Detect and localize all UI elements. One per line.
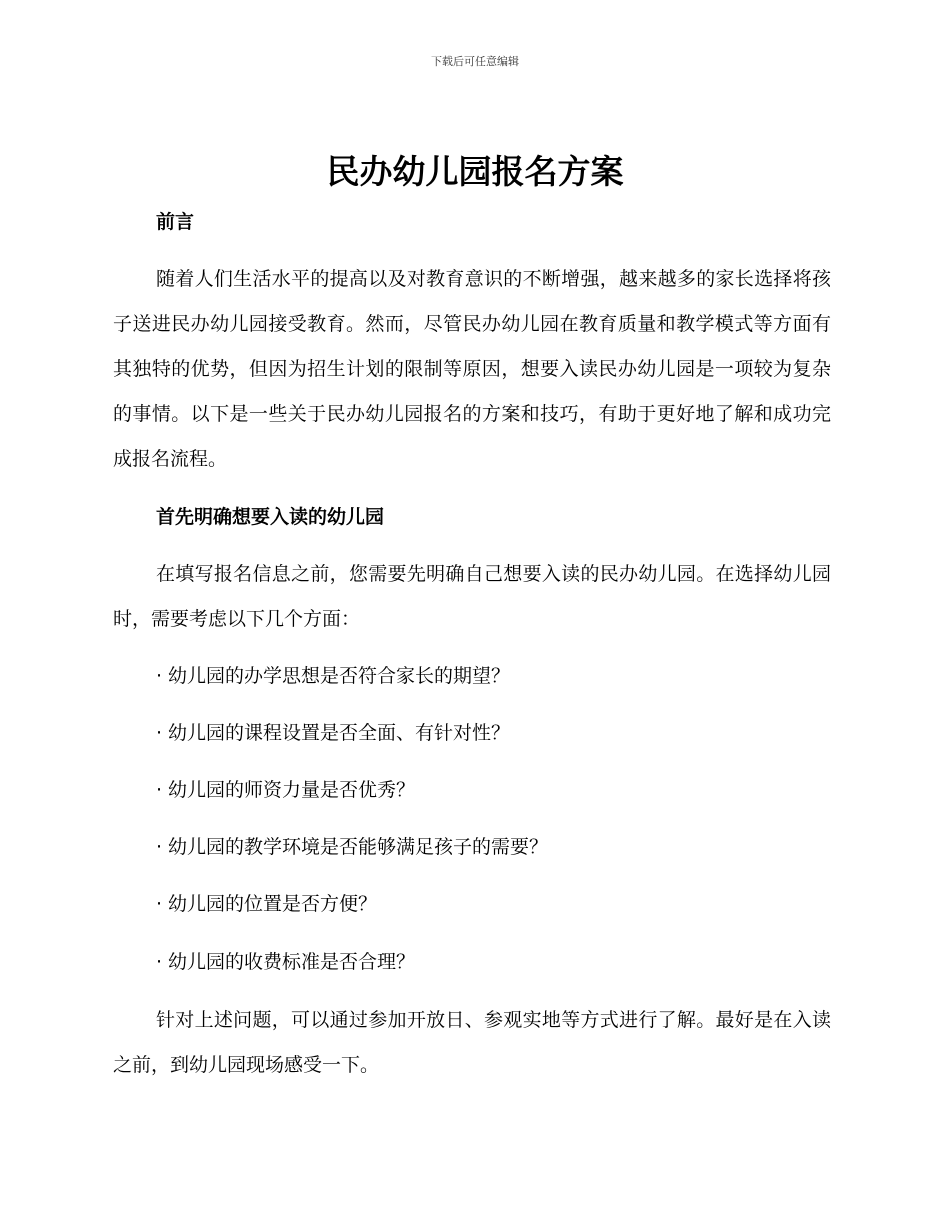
- list-item: [156, 833, 548, 861]
- list-item: [156, 719, 510, 747]
- page-header-note: 下载后可任意编辑: [431, 55, 519, 68]
- section-heading-preface: 前言: [156, 211, 195, 233]
- bullet-dot: ·: [156, 665, 163, 687]
- list-item: [156, 662, 510, 690]
- bullet-dot: ·: [156, 951, 163, 973]
- section-heading-choose-kindergarten: 首先明确想要入读的幼儿园: [156, 506, 385, 528]
- choose-intro-paragraph: 在填写报名信息之前，您需要先明确自己想要入读的民办幼儿园。在选择幼儿园时，需要考虑以下几个方面：: [113, 563, 831, 630]
- bullet-dot: ·: [156, 722, 163, 744]
- bullet-dot: ·: [156, 779, 163, 801]
- document-title: 民办幼儿园报名方案: [326, 152, 624, 191]
- list-item-text: 幼儿园的位置是否方便？: [168, 893, 378, 915]
- bullet-dot: ·: [156, 836, 163, 858]
- list-item-text: 幼儿园的课程设置是否全面、有针对性？: [168, 722, 511, 744]
- list-item-text: 幼儿园的师资力量是否优秀？: [168, 779, 416, 801]
- preface-paragraph: 随着人们生活水平的提高以及对教育意识的不断增强，越来越多的家长选择将孩子送进民办幼儿园接受教育。然而，尽管民办幼儿园在教育质量和教学模式等方面有其独特的优势，但因为招生计划的限制等原因，想要入读民办幼儿园是一项较为复杂的事情。以下是一些关于民办幼儿园报名的方案和技巧，有助于更好地了解和成功完成报名流程。: [113, 268, 831, 470]
- list-item-text: 幼儿园的收费标准是否合理？: [168, 951, 416, 973]
- list-item: [156, 948, 415, 976]
- list-item-text: 幼儿园的教学环境是否能够满足孩子的需要？: [168, 836, 549, 858]
- list-item: [156, 890, 377, 918]
- list-item: [156, 776, 415, 804]
- bullet-dot: ·: [156, 893, 163, 915]
- list-item-text: 幼儿园的办学思想是否符合家长的期望？: [168, 665, 511, 687]
- closing-paragraph: 针对上述问题，可以通过参加开放日、参观实地等方式进行了解。最好是在入读之前，到幼儿园现场感受一下。: [113, 1009, 831, 1076]
